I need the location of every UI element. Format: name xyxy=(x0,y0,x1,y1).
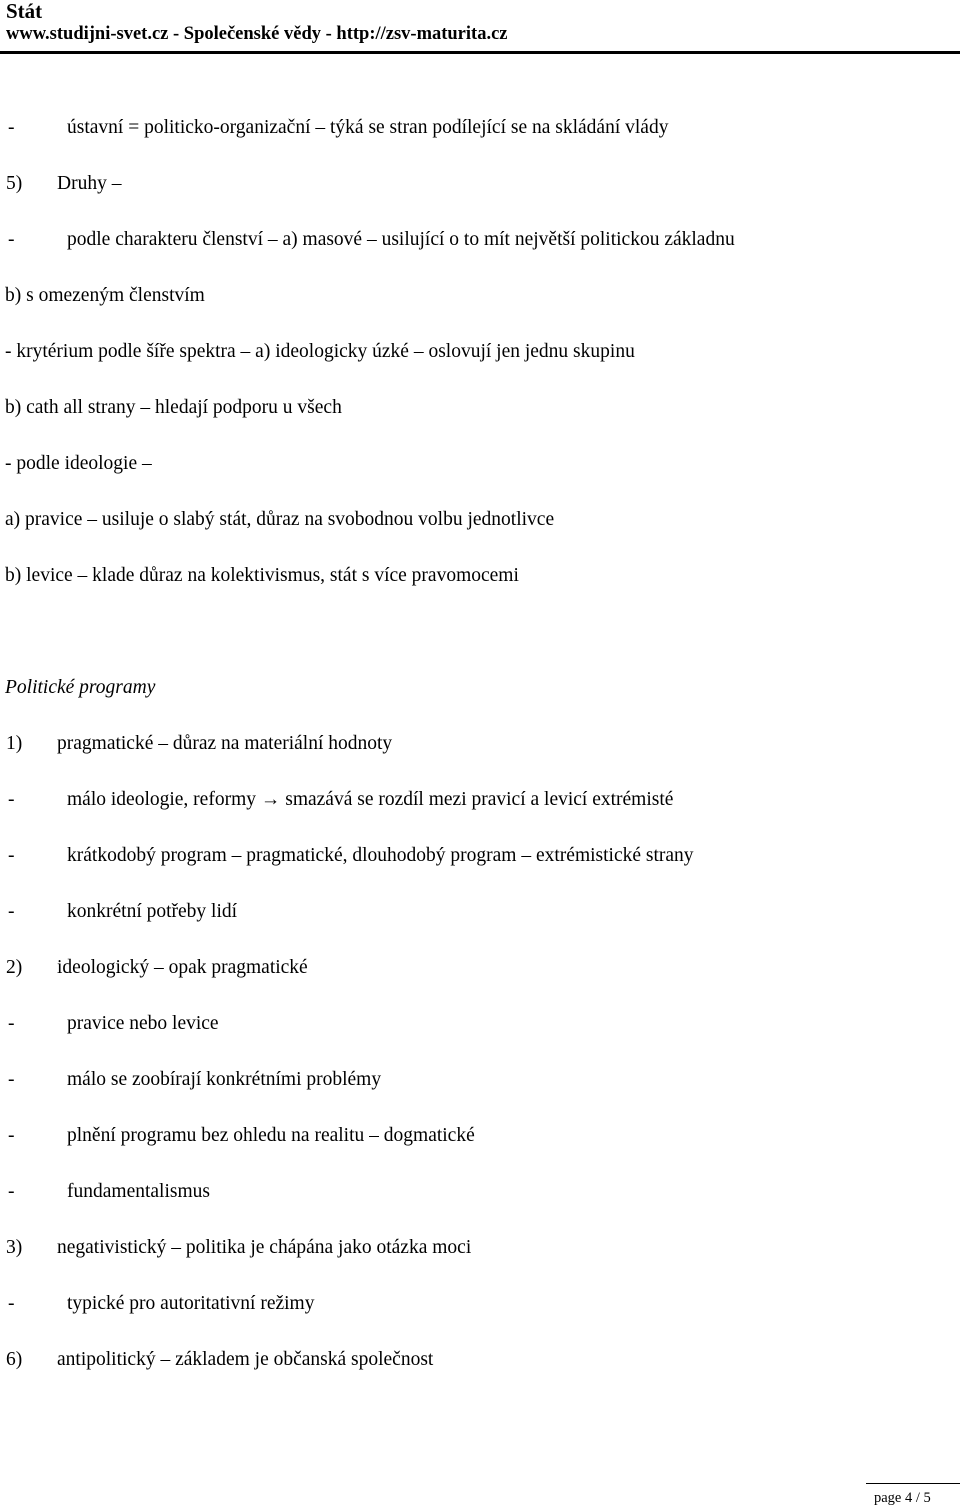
line-04 xyxy=(5,283,205,309)
footer-divider xyxy=(866,1483,960,1484)
list-marker: - xyxy=(8,1293,15,1314)
line-text: b) s omezeným členstvím xyxy=(5,285,205,306)
line-07 xyxy=(5,451,152,477)
list-marker: - xyxy=(8,901,15,922)
list-marker: - xyxy=(8,117,15,138)
list-marker: 3) xyxy=(6,1237,23,1258)
line-18 xyxy=(8,1123,475,1149)
line-text: antipolitický – základem je občanská společnost xyxy=(57,1349,434,1370)
line-text: Druhy – xyxy=(57,173,122,194)
line-05 xyxy=(5,339,635,365)
line-22 xyxy=(6,1347,433,1373)
line-08 xyxy=(5,507,554,533)
line-03 xyxy=(8,227,735,253)
header-divider xyxy=(0,51,960,54)
line-text: pragmatické – důraz na materiální hodnoty xyxy=(57,733,393,754)
list-marker: 2) xyxy=(6,957,23,978)
section-heading xyxy=(5,675,155,701)
line-text: málo se zoobírají konkrétními problémy xyxy=(67,1069,382,1090)
line-text: ideologický – opak pragmatické xyxy=(57,957,308,978)
line-13 xyxy=(8,843,694,869)
line-text: málo ideologie, reformy → smazává se rozdíl mezi pravicí a levicí extrémisté xyxy=(67,789,674,810)
line-19 xyxy=(8,1179,210,1205)
line-text: negativistický – politika je chápána jako otázka moci xyxy=(57,1237,472,1258)
line-text: b) cath all strany – hledají podporu u všech xyxy=(5,397,342,418)
line-09 xyxy=(5,563,519,589)
page-number: page 4 / 5 xyxy=(874,1490,931,1506)
line-text: krátkodobý program – pragmatické, dlouhodobý program – extrémistické strany xyxy=(67,845,694,866)
heading-text: Politické programy xyxy=(5,677,156,698)
line-20 xyxy=(6,1235,471,1261)
list-marker: - xyxy=(8,1125,15,1146)
list-marker: - xyxy=(8,1013,15,1034)
line-text: pravice nebo levice xyxy=(67,1013,219,1034)
line-text: podle charakteru členství – a) masové – usilující o to mít největší politickou základnu xyxy=(67,229,735,250)
list-marker: 6) xyxy=(6,1349,23,1370)
list-marker: - xyxy=(8,229,15,250)
line-text: typické pro autoritativní režimy xyxy=(67,1293,315,1314)
list-marker: - xyxy=(8,1069,15,1090)
line-01 xyxy=(8,115,668,141)
list-marker: - xyxy=(8,1181,15,1202)
line-16 xyxy=(8,1011,219,1037)
line-17 xyxy=(8,1067,381,1093)
list-marker: 1) xyxy=(6,733,23,754)
line-text: fundamentalismus xyxy=(67,1181,210,1202)
line-text: ústavní = politicko-organizační – týká se stran podílející se na skládání vlády xyxy=(67,117,669,138)
line-text: - krytérium podle šíře spektra – a) ideologicky úzké – oslovují jen jednu skupinu xyxy=(5,341,635,362)
document-source: www.studijni-svet.cz - Společenské vědy - http://zsv-maturita.cz xyxy=(6,24,508,44)
line-text: plnění programu bez ohledu na realitu – dogmatické xyxy=(67,1125,475,1146)
list-marker: 5) xyxy=(6,173,23,194)
document-title: Stát xyxy=(6,0,43,23)
line-text: - podle ideologie – xyxy=(5,453,152,474)
line-12 xyxy=(8,787,673,813)
line-text: b) levice – klade důraz na kolektivismus, stát s více pravomocemi xyxy=(5,565,519,586)
line-11 xyxy=(6,731,392,757)
list-marker: - xyxy=(8,789,15,810)
line-15 xyxy=(6,955,308,981)
line-02 xyxy=(6,171,121,197)
line-06 xyxy=(5,395,342,421)
line-21 xyxy=(8,1291,314,1317)
line-14 xyxy=(8,899,237,925)
line-text: a) pravice – usiluje o slabý stát, důraz na svobodnou volbu jednotlivce xyxy=(5,509,555,530)
list-marker: - xyxy=(8,845,15,866)
line-text: konkrétní potřeby lidí xyxy=(67,901,238,922)
